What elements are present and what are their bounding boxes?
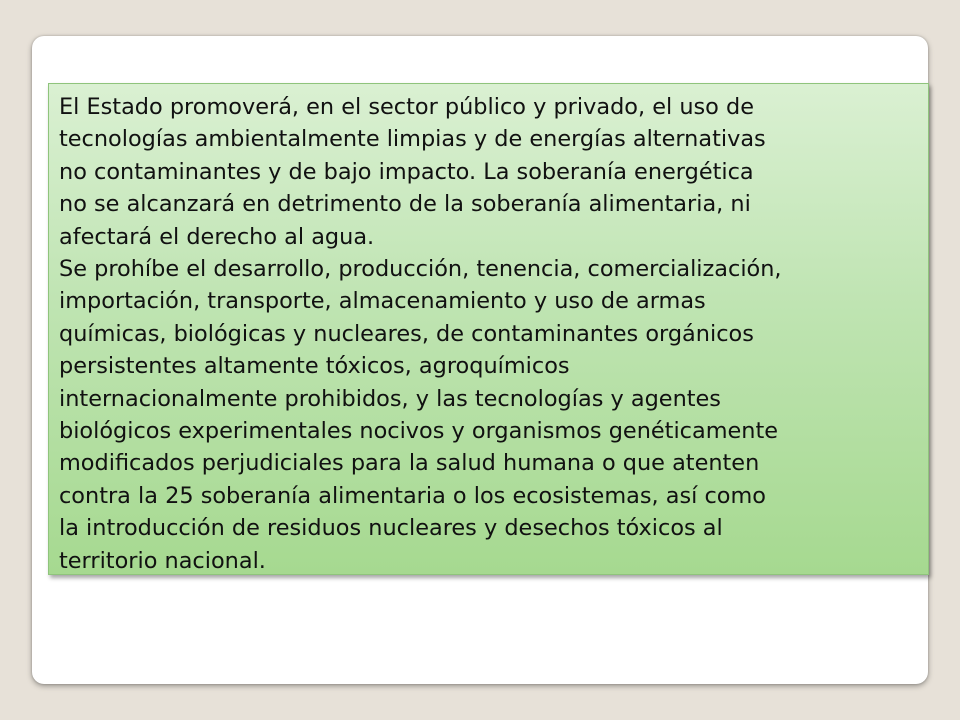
- text-box: [48, 83, 929, 575]
- paragraph-prohibition: Se prohíbe el desarrollo, producción, tenencia, comercialización, importación, transporte, almacenamiento y uso de armas químicas, biológicas y nucleares, de contaminantes orgánicos persistentes altamente tóxicos, agroquímicos internacionalmente prohibidos, y las tecnologías y agentes biológicos experimentales nocivos y organismos genéticamente modificados perjudiciales para la salud humana o que atenten contra la 25 soberanía alimentaria o los ecosistemas, así como la introducción de residuos nucleares y desechos tóxicos al territorio nacional.: [59, 256, 782, 574]
- paragraph-energy: El Estado promoverá, en el sector público y privado, el uso de tecnologías ambientalmente limpias y de energías alternativas no contaminantes y de bajo impacto. La soberanía energética no se alcanzará en detrimento de la soberanía alimentaria, ni afectará el derecho al agua.: [59, 94, 766, 250]
